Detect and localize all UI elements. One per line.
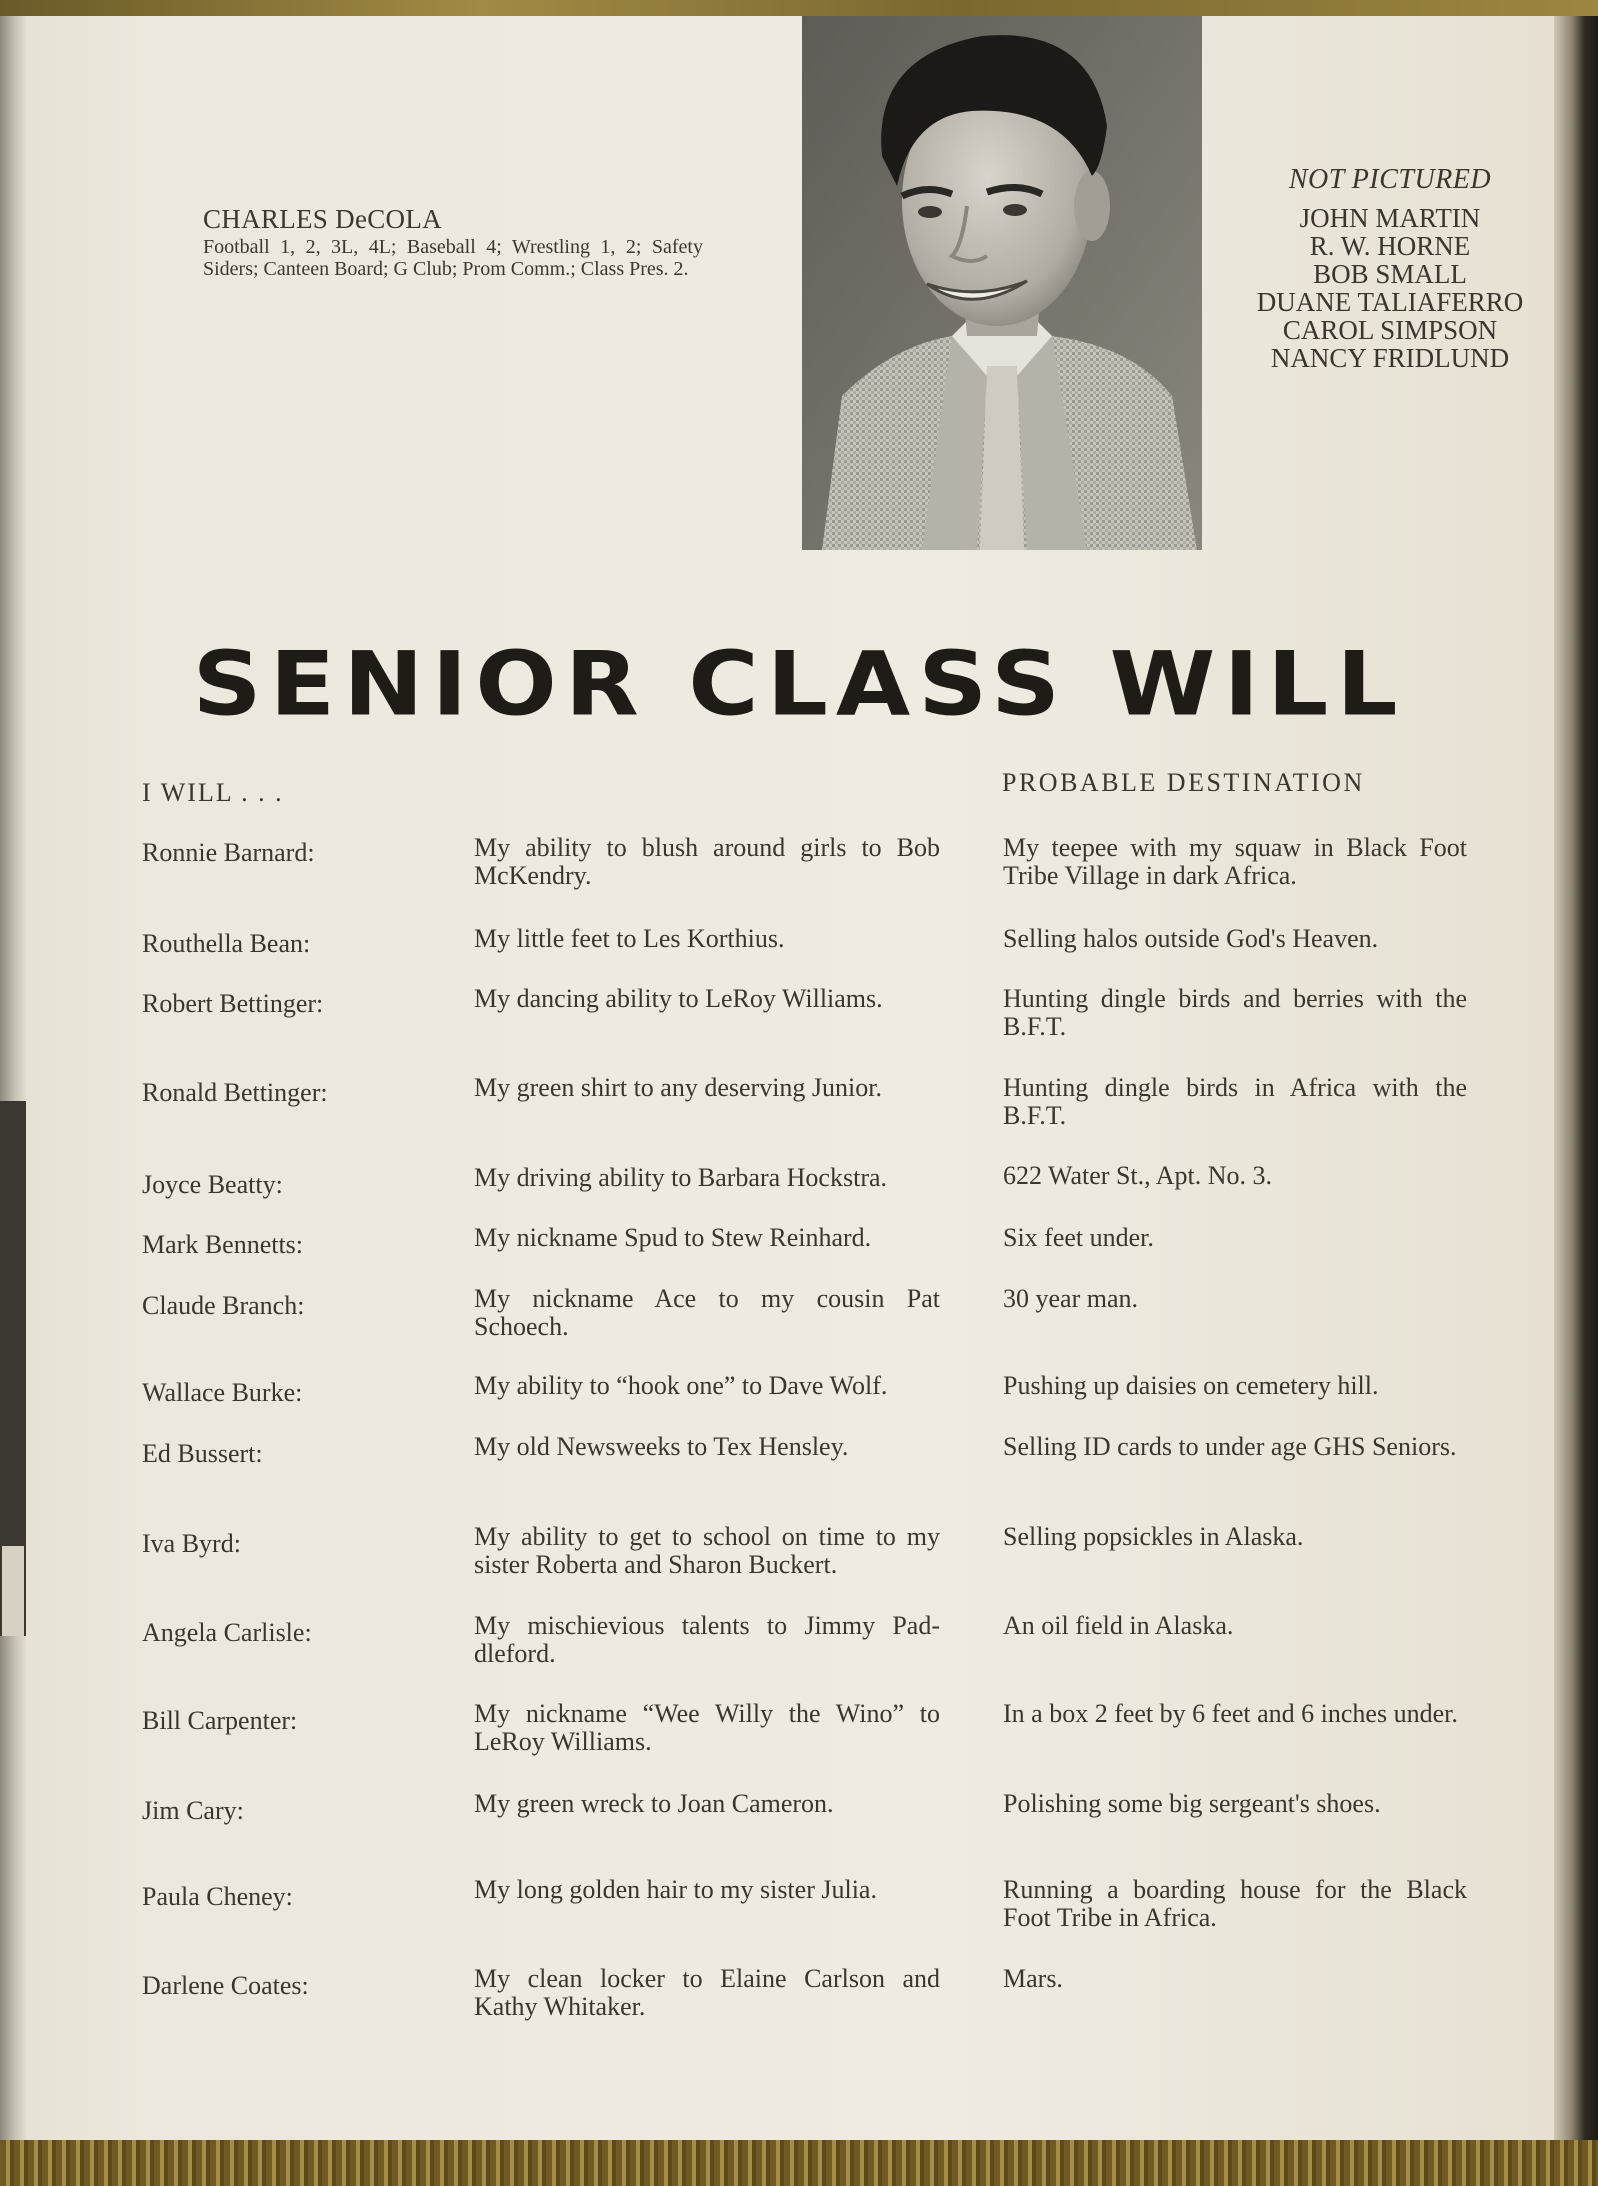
not-pictured-list	[1220, 164, 1560, 372]
will-text: My nickname Ace to my cousin Pat Schoech.	[474, 1284, 940, 1341]
senior-name: Jim Cary:	[142, 1796, 244, 1825]
not-pictured-name: DUANE TALIAFERRO	[1256, 287, 1524, 317]
not-pictured-name: NANCY FRIDLUND	[1270, 343, 1510, 373]
will-column-header: I WILL . . .	[142, 778, 284, 807]
destination-text: Hunting dingle birds in Africa with the B.F.T.	[1003, 1073, 1467, 1130]
not-pictured-name: R. W. HORNE	[1309, 231, 1471, 261]
senior-name: Iva Byrd:	[142, 1529, 241, 1558]
senior-name: Robert Bettinger:	[142, 989, 324, 1018]
senior-name: Routhella Bean:	[142, 929, 311, 958]
destination-text: Selling popsickles in Alaska.	[1003, 1522, 1304, 1551]
destination-text: Polishing some big sergeant's shoes.	[1003, 1789, 1381, 1818]
will-text: My clean locker to Elaine Carlson and Kathy Whitaker.	[474, 1964, 940, 2021]
page-title: SENIOR CLASS WILL	[192, 632, 1406, 736]
destination-text: In a box 2 feet by 6 feet and 6 inches under.	[1003, 1699, 1458, 1728]
profile-name: CHARLES DeCOLA	[203, 204, 442, 234]
destination-text: My teepee with my squaw in Black Foot Tribe Village in dark Africa.	[1003, 833, 1467, 890]
destination-text: 30 year man.	[1003, 1284, 1139, 1313]
senior-name: Ed Bussert:	[142, 1439, 263, 1468]
destination-text: Mars.	[1003, 1964, 1063, 1993]
senior-name: Darlene Coates:	[142, 1971, 309, 2000]
will-text: My ability to blush around girls to Bob McKendry.	[474, 833, 940, 890]
will-text: My long golden hair to my sister Julia.	[474, 1875, 877, 1904]
senior-portrait-photo	[802, 16, 1202, 550]
destination-text: Selling halos outside God's Heaven.	[1003, 924, 1379, 953]
destination-text: Six feet under.	[1003, 1223, 1154, 1252]
senior-name: Claude Branch:	[142, 1291, 305, 1320]
senior-name: Paula Cheney:	[142, 1882, 293, 1911]
page-top-border	[0, 0, 1598, 16]
not-pictured-name: JOHN MARTIN	[1299, 203, 1481, 233]
will-text: My old Newsweeks to Tex Hensley.	[474, 1432, 849, 1461]
will-text: My dancing ability to LeRoy Williams.	[474, 984, 883, 1013]
not-pictured-name: BOB SMALL	[1313, 259, 1467, 289]
profile-activities: Football 1, 2, 3L, 4L; Baseball 4; Wrestling 1, 2; Safety Siders; Canteen Board; G Club; Prom Comm.; Class Pres. 2.	[203, 236, 703, 280]
will-text: My ability to “hook one” to Dave Wolf.	[474, 1371, 888, 1400]
destination-column-header: PROBABLE DESTINATION	[1002, 768, 1365, 797]
senior-name: Bill Carpenter:	[142, 1706, 298, 1735]
book-left-edge	[0, 16, 26, 2140]
senior-name: Mark Bennetts:	[142, 1230, 304, 1259]
destination-text: An oil field in Alaska.	[1003, 1611, 1234, 1640]
will-text: My green wreck to Joan Cameron.	[474, 1789, 834, 1818]
not-pictured-name: CAROL SIMPSON	[1282, 315, 1498, 345]
will-text: My nickname Spud to Stew Reinhard.	[474, 1223, 872, 1252]
destination-text: Selling ID cards to under age GHS Seniors.	[1003, 1432, 1457, 1461]
page-bottom-border	[0, 2140, 1598, 2186]
destination-text: Hunting dingle birds and berries with the B.F.T.	[1003, 984, 1467, 1041]
senior-name: Ronald Bettinger:	[142, 1078, 328, 1107]
will-text: My ability to get to school on time to my sister Roberta and Sharon Buckert.	[474, 1522, 940, 1579]
senior-name: Wallace Burke:	[142, 1378, 303, 1407]
will-text: My mischievious talents to Jimmy Pad-dleford.	[474, 1611, 940, 1668]
not-pictured-heading: NOT PICTURED	[1288, 164, 1492, 195]
destination-text: Running a boarding house for the Black Foot Tribe in Africa.	[1003, 1875, 1467, 1932]
senior-name: Ronnie Barnard:	[142, 838, 315, 867]
book-spine-edge	[1554, 16, 1598, 2140]
will-text: My driving ability to Barbara Hockstra.	[474, 1163, 888, 1192]
will-text: My green shirt to any deserving Junior.	[474, 1073, 882, 1102]
will-text: My nickname “Wee Willy the Wino” to LeRoy Williams.	[474, 1699, 940, 1756]
will-text: My little feet to Les Korthius.	[474, 924, 785, 953]
senior-name: Joyce Beatty:	[142, 1170, 283, 1199]
destination-text: Pushing up daisies on cemetery hill.	[1003, 1371, 1379, 1400]
destination-text: 622 Water St., Apt. No. 3.	[1003, 1161, 1272, 1190]
senior-name: Angela Carlisle:	[142, 1618, 312, 1647]
